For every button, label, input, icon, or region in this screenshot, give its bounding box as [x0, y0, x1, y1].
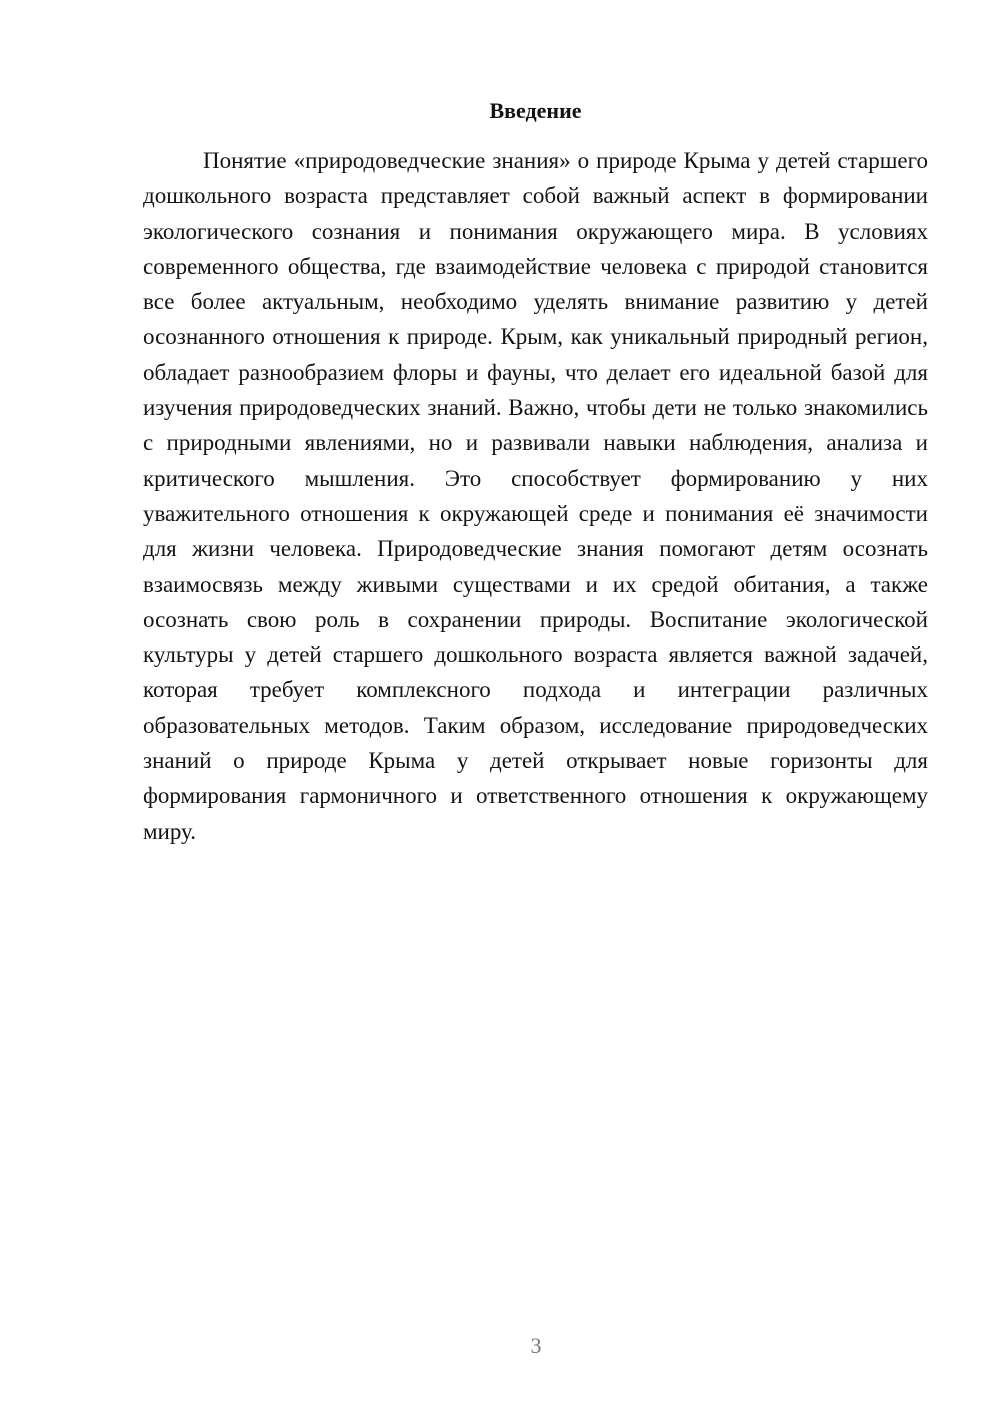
section-heading: Введение: [489, 98, 582, 123]
body-paragraph: Понятие «природоведческие знания» о природе Крыма у детей старшего дошкольного возраста представляет собой важный аспект в формировании экологического сознания и понимания окружающего мира. В условиях современного общества, где взаимодействие человека с природой становится все более актуальным, необходимо уделять внимание развитию у детей осознанного отношения к природе. Крым, как уникальный природный регион, обладает разнообразием флоры и фауны, что делает его идеальной базой для изучения природоведческих знаний. Важно, чтобы дети не только знакомились с природными явлениями, но и развивали навыки наблюдения, анализа и критического мышления. Это способствует формированию у них уважительного отношения к окружающей среде и понимания её значимости для жизни человека. Природоведческие знания помогают детям осознать взаимосвязь между живыми существами и их средой обитания, а также осознать свою роль в сохранении природы. Воспитание экологической культуры у детей старшего дошкольного возраста является важной задачей, которая требует комплексного подхода и интеграции различных образовательных методов. Таким образом, исследование природоведческих знаний о природе Крыма у детей открывает новые горизонты для формирования гармоничного и ответственного отношения к окружающему миру.: [143, 148, 928, 844]
page-number: 3: [530, 1333, 542, 1358]
